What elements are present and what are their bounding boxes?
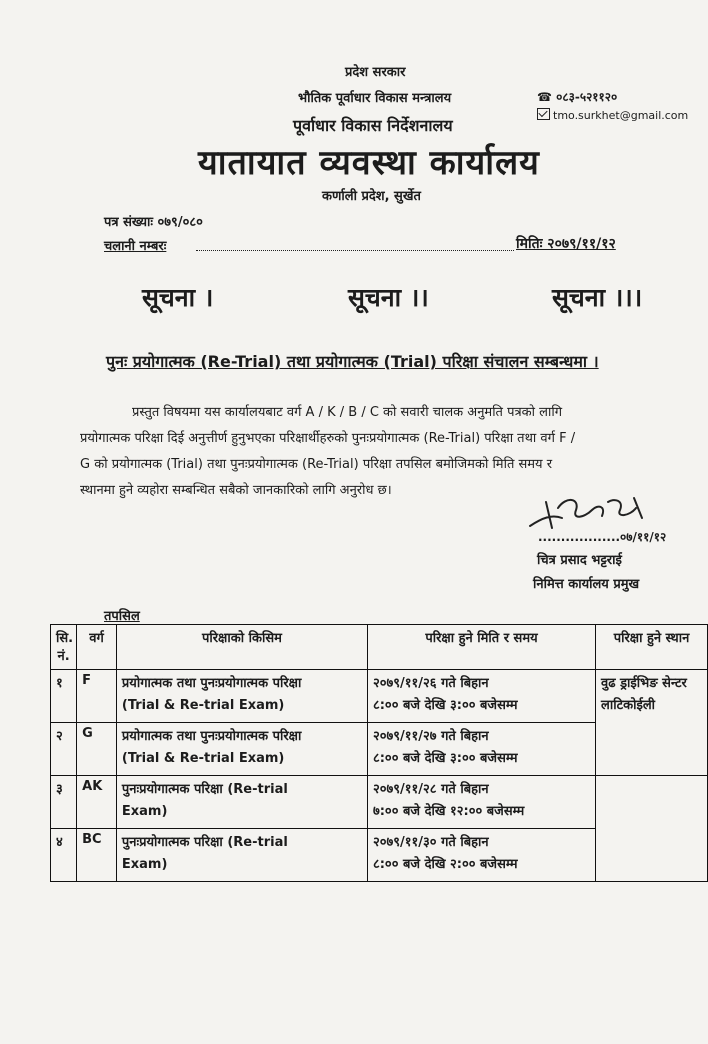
exam-type-cell	[116, 829, 367, 882]
exam-type-line: Exam)	[121, 857, 168, 872]
header-place: परिक्षा हुने स्थान	[596, 625, 708, 670]
place-line: लाटिकोईली	[601, 698, 656, 713]
time-line: ८:०० बजे देखि ३:०० बजेसम्म	[372, 751, 518, 766]
exam-type-line: प्रयोगात्मक तथा पुनःप्रयोगात्मक परिक्षा	[121, 676, 302, 691]
ministry-heading: भौतिक पूर्वाधार विकास मन्त्रालय	[298, 91, 452, 106]
header-exam-type: परिक्षाको किसिम	[116, 625, 367, 670]
exam-type-cell	[116, 670, 367, 723]
serial-cell: २	[51, 723, 77, 776]
date-line: २०७९/११/२८ गते बिहान	[372, 782, 489, 797]
category-cell: AK	[77, 776, 117, 829]
date-line: २०७९/११/२७ गते बिहान	[372, 729, 489, 744]
place-cell-empty	[596, 776, 708, 882]
category-cell: F	[77, 670, 117, 723]
serial-cell: ३	[51, 776, 77, 829]
header-category: वर्ग	[77, 625, 117, 670]
serial-cell: १	[51, 670, 77, 723]
dotted-line	[196, 250, 514, 251]
table-header-row	[51, 625, 708, 670]
letter-number: पत्र संख्याः ०७९/०८०	[104, 215, 203, 230]
province-line: कर्णाली प्रदेश, सुर्खेत	[322, 189, 421, 204]
schedule-table	[50, 624, 708, 882]
email-line	[537, 108, 688, 122]
header-date-time: परिक्षा हुने मिति र समय	[367, 625, 595, 670]
time-line: ८:०० बजे देखि ३:०० बजेसम्म	[372, 698, 518, 713]
header-serial: सि. नं.	[51, 625, 77, 670]
signer-name: चित्र प्रसाद भट्टराई	[537, 553, 622, 568]
body-line: प्रस्तुत विषयमा यस कार्यालयबाट वर्ग A / K / B / C को सवारी चालक अनुमति पत्रको लागि	[132, 405, 563, 420]
notice-title-1: सूचना ।	[142, 283, 214, 312]
date-time-cell	[367, 723, 595, 776]
category-cell: BC	[77, 829, 117, 882]
notice-title-3: सूचना ।।।	[552, 283, 643, 312]
email-address: tmo.surkhet@gmail.com	[553, 109, 689, 122]
exam-type-line: पुनःप्रयोगात्मक परिक्षा (Re-trial	[121, 782, 288, 797]
serial-cell: ४	[51, 829, 77, 882]
date-time-cell	[367, 776, 595, 829]
signer-title: निमित्त कार्यालय प्रमुख	[533, 577, 640, 592]
directorate-heading: पूर्वाधार विकास निर्देशनालय	[293, 116, 453, 135]
subject-line: पुनः प्रयोगात्मक (Re-Trial) तथा प्रयोगात्मक (Trial) परिक्षा संचालन सम्बन्धमा ।	[106, 352, 599, 371]
place-cell	[596, 670, 708, 776]
time-line: ८:०० बजे देखि २:०० बजेसम्म	[372, 857, 518, 872]
exam-type-line: प्रयोगात्मक तथा पुनःप्रयोगात्मक परिक्षा	[121, 729, 302, 744]
date-line: २०७९/११/३० गते बिहान	[372, 835, 489, 850]
signature-date: ..................०७/११/१२	[538, 530, 667, 544]
letter-date: मितिः २०७९/११/१२	[516, 236, 616, 252]
email-icon	[537, 108, 550, 120]
phone-number: ☎ ०८३-५२११२०	[537, 90, 618, 104]
exam-type-line: (Trial & Re-trial Exam)	[121, 698, 285, 713]
body-line: स्थानमा हुने व्यहोरा सम्बन्धित सबैको जानकारिको लागि अनुरोध छ।	[80, 483, 392, 498]
exam-type-line: पुनःप्रयोगात्मक परिक्षा (Re-trial	[121, 835, 288, 850]
exam-type-line: (Trial & Re-trial Exam)	[121, 751, 285, 766]
date-time-cell	[367, 829, 595, 882]
body-line: प्रयोगात्मक परिक्षा दिई अनुत्तीर्ण हुनुभएका परिक्षार्थीहरुको पुनःप्रयोगात्मक (Re-Trial) परिक्षा तथा वर्ग F /	[80, 431, 576, 446]
government-heading: प्रदेश सरकार	[345, 65, 406, 80]
exam-type-cell	[116, 723, 367, 776]
date-line: २०७९/११/२६ गते बिहान	[372, 676, 489, 691]
time-line: ७:०० बजे देखि १२:०० बजेसम्म	[372, 804, 525, 819]
table-row	[51, 776, 708, 829]
exam-type-cell	[116, 776, 367, 829]
category-cell: G	[77, 723, 117, 776]
notice-title-2: सूचना ।।	[348, 283, 429, 312]
office-title: यातायात व्यवस्था कार्यालय	[198, 143, 540, 183]
table-row	[51, 670, 708, 723]
body-line: G को प्रयोगात्मक (Trial) तथा पुनःप्रयोगात्मक (Re-Trial) परिक्षा तपसिल बमोजिमको मिति समय र	[80, 457, 553, 472]
schedule-label: तपसिल	[104, 609, 140, 624]
dispatch-number: चलानी नम्बरः	[104, 239, 167, 254]
place-line: वुढ ड्राईभिङ सेन्टर	[601, 676, 687, 691]
exam-type-line: Exam)	[121, 804, 168, 819]
date-time-cell	[367, 670, 595, 723]
